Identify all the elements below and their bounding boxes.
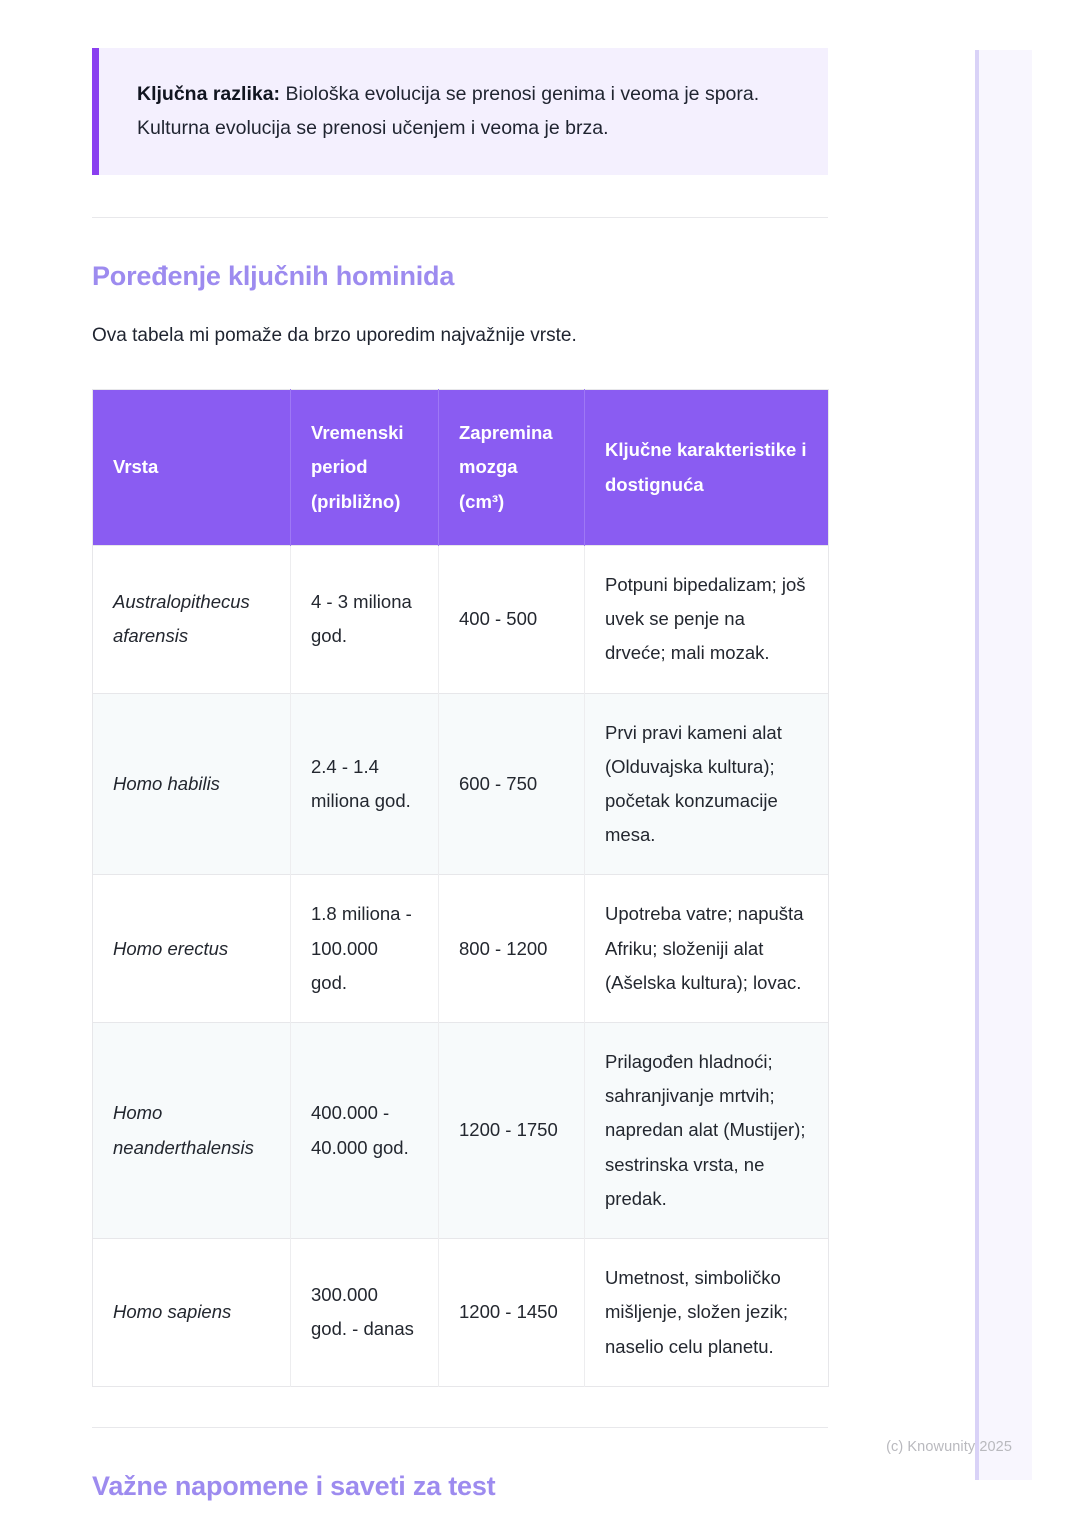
callout-body-text: Biološka evolucija se prenosi genima i veoma je spora. Kulturna evolucija se prenosi učenjem i veoma je brza. bbox=[137, 83, 760, 139]
cell-period: 300.000 god. - danas bbox=[291, 1239, 439, 1387]
cell-species: Homo sapiens bbox=[93, 1239, 291, 1387]
cell-traits: Prvi pravi kameni alat (Olduvajska kultura); početak konzumacije mesa. bbox=[585, 693, 829, 875]
cell-period: 2.4 - 1.4 miliona god. bbox=[291, 693, 439, 875]
table-row bbox=[93, 1239, 829, 1387]
table-header bbox=[93, 390, 829, 546]
cell-traits: Potpuni bipedalizam; još uvek se penje na drveće; mali mozak. bbox=[585, 545, 829, 693]
table-header-row bbox=[93, 390, 829, 546]
document-content bbox=[92, 0, 828, 1504]
table-row bbox=[93, 545, 829, 693]
column-header-traits: Ključne karakteristike i dostignuća bbox=[585, 390, 829, 546]
cell-brain-volume: 1200 - 1750 bbox=[439, 1023, 585, 1239]
table-row bbox=[93, 875, 829, 1023]
cell-species: Homo neanderthalensis bbox=[93, 1023, 291, 1239]
cell-traits: Umetnost, simboličko mišljenje, složen jezik; naselio celu planetu. bbox=[585, 1239, 829, 1387]
cell-period: 1.8 miliona - 100.000 god. bbox=[291, 875, 439, 1023]
cell-brain-volume: 800 - 1200 bbox=[439, 875, 585, 1023]
section-heading-notes: Važne napomene i saveti za test bbox=[92, 1470, 496, 1501]
divider-below-table bbox=[92, 1427, 828, 1428]
cell-period: 4 - 3 miliona god. bbox=[291, 545, 439, 693]
page-side-strip bbox=[975, 50, 1032, 1480]
hominid-comparison-table bbox=[92, 389, 829, 1387]
copyright-watermark: (c) Knowunity 2025 bbox=[886, 1439, 1012, 1455]
cell-brain-volume: 400 - 500 bbox=[439, 545, 585, 693]
column-header-species: Vrsta bbox=[93, 390, 291, 546]
table-row bbox=[93, 1023, 829, 1239]
column-header-brain-volume: Zapremina mozga (cm³) bbox=[439, 390, 585, 546]
table-body bbox=[93, 545, 829, 1386]
cell-period: 400.000 - 40.000 god. bbox=[291, 1023, 439, 1239]
cell-species: Australopithecus afarensis bbox=[93, 545, 291, 693]
cell-brain-volume: 600 - 750 bbox=[439, 693, 585, 875]
key-difference-callout bbox=[92, 48, 828, 175]
column-header-period: Vremenski period (približno) bbox=[291, 390, 439, 546]
divider-above-section bbox=[92, 217, 828, 218]
section-intro-text: Ova tabela mi pomaže da brzo uporedim najvažnije vrste. bbox=[92, 324, 577, 346]
cell-traits: Upotreba vatre; napušta Afriku; složeniji alat (Ašelska kultura); lovac. bbox=[585, 875, 829, 1023]
section-heading-comparison: Poređenje ključnih hominida bbox=[92, 261, 455, 292]
table-row bbox=[93, 693, 829, 875]
cell-species: Homo erectus bbox=[93, 875, 291, 1023]
cell-brain-volume: 1200 - 1450 bbox=[439, 1239, 585, 1387]
cell-traits: Prilagođen hladnoći; sahranjivanje mrtvih; napredan alat (Mustijer); sestrinska vrsta, ne predak. bbox=[585, 1023, 829, 1239]
cell-species: Homo habilis bbox=[93, 693, 291, 875]
callout-lead-label: Ključna razlika: bbox=[137, 83, 281, 105]
callout-paragraph bbox=[137, 78, 794, 145]
